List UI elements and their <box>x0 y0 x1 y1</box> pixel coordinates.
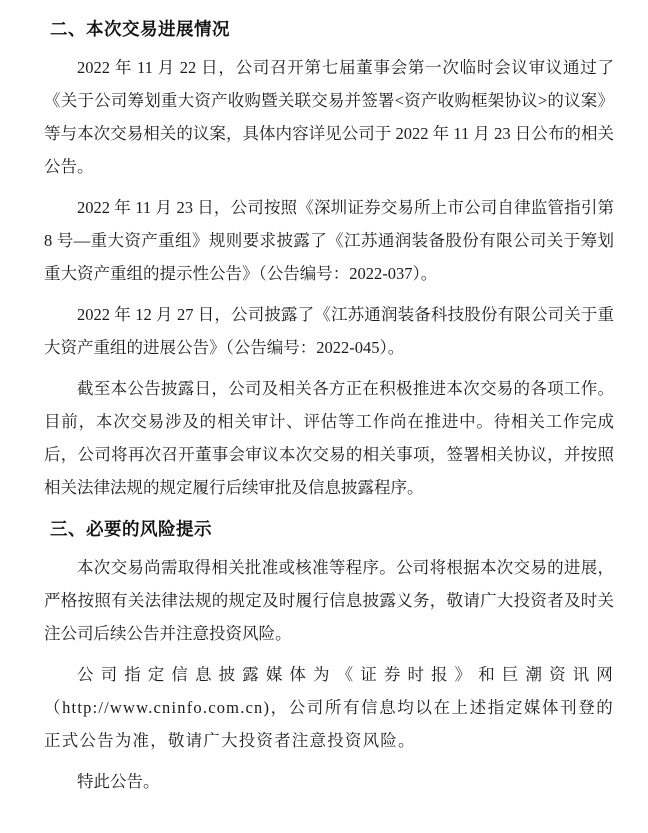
paragraph-closing-notice: 特此公告。 <box>77 772 160 791</box>
paragraph-approval-risk: 本次交易尚需取得相关批准或核准等程序。公司将根据本次交易的进展，严格按照有关法律法规的规定及时履行信息披露义务，敬请广大投资者及时关注公司后续公告并注意投资风险。 <box>44 558 614 643</box>
section-heading-risk-warning: 三、必要的风险提示 <box>50 519 212 539</box>
paragraph-board-meeting-nov22: 2022 年 11 月 22 日，公司召开第七届董事会第一次临时会议审议通过了《关于公司筹划重大资产收购暨关联交易并签署<资产收购框架协议>的议案》等与本次交易相关的议案，具体内容详见公司于 2022 年 11 月 23 日公布的相关公告。 <box>44 58 614 176</box>
paragraph-designated-media: 公司指定信息披露媒体为《证券时报》和巨潮资讯网（http://www.cninfo.com.cn)，公司所有信息均以在上述指定媒体刊登的正式公告为准，敬请广大投资者注意投资风险。 <box>44 665 614 750</box>
paragraph-disclosure-nov23: 2022 年 11 月 23 日，公司按照《深圳证券交易所上市公司自律监管指引第 8 号—重大资产重组》规则要求披露了《江苏通润装备股份有限公司关于筹划重大资产重组的提示性公告》（公告编号：2022-037）。 <box>44 198 614 283</box>
paragraph-disclosure-dec27: 2022 年 12 月 27 日，公司披露了《江苏通润装备科技股份有限公司关于重大资产重组的进展公告》（公告编号：2022-045）。 <box>44 305 614 357</box>
section-heading-transaction-progress: 二、本次交易进展情况 <box>50 19 230 39</box>
paragraph-ongoing-work: 截至本公告披露日，公司及相关各方正在积极推进本次交易的各项工作。目前，本次交易涉及的相关审计、评估等工作尚在推进中。待相关工作完成后，公司将再次召开董事会审议本次交易的相关事项，签署相关协议，并按照相关法律法规的规定履行后续审批及信息披露程序。 <box>44 379 614 497</box>
